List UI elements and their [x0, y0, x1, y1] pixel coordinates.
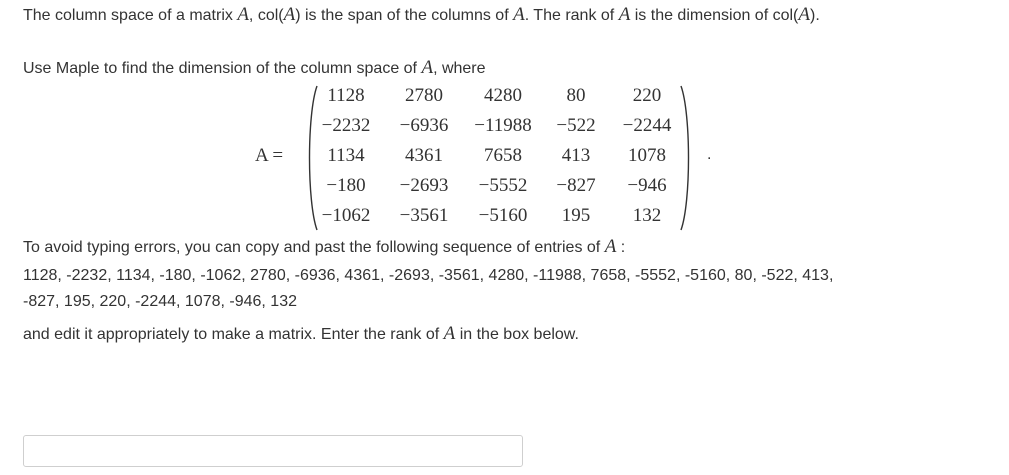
matrix-cell-r5-c1: −1062 [321, 205, 371, 226]
matrix-cell-r5-c4: 195 [561, 205, 591, 226]
math-var-a: A [421, 57, 434, 78]
edit-instructions [23, 323, 579, 345]
task-part-1: Use Maple to find the dimension of the column space of [23, 60, 422, 77]
matrix-cell-r5-c2: −3561 [399, 205, 449, 226]
intro-part-4: . The rank of [524, 7, 619, 24]
matrix-cell-r3-c5: 1078 [628, 145, 666, 166]
intro-part-6: ). [809, 7, 820, 24]
matrix-cell-r1-c2: 2780 [405, 85, 443, 106]
matrix-cell-r1-c1: 1128 [327, 85, 365, 106]
copy-part-2: : [616, 239, 626, 256]
matrix-cell-r3-c2: 4361 [405, 145, 443, 166]
rank-answer-input[interactable] [23, 435, 523, 467]
task-part-2: , where [433, 60, 486, 77]
copy-instructions [23, 236, 625, 258]
matrix-cell-r4-c4: −827 [556, 175, 596, 196]
matrix-cell-r3-c1: 1134 [327, 145, 365, 166]
math-var-a: A [513, 4, 525, 25]
intro-part-5: is the dimension of col( [630, 7, 799, 24]
matrix-cell-r1-c3: 4280 [484, 85, 522, 106]
entry-sequence-line-1: 1128, -2232, 1134, -180, -1062, 2780, -6936, 4361, -2693, -3561, 4280, -11988, 7658, -5552, -5160, 80, -522, 413, [23, 267, 834, 284]
math-var-a: A [443, 323, 456, 344]
entry-sequence-line-2: -827, 195, 220, -2244, 1078, -946, 132 [23, 293, 297, 310]
edit-part-2: in the box below. [455, 326, 579, 343]
matrix-cell-r2-c3: −11988 [474, 115, 532, 136]
task-text [23, 57, 486, 79]
matrix-cell-r4-c5: −946 [627, 175, 667, 196]
matrix-cell-r2-c4: −522 [556, 115, 596, 136]
edit-part-1: and edit it appropriately to make a matrix. Enter the rank of [23, 326, 444, 343]
intro-part-2: , col( [248, 7, 284, 24]
matrix-cell-r5-c3: −5160 [478, 205, 528, 226]
matrix-cell-r2-c1: −2232 [321, 115, 371, 136]
matrix-cell-r2-c2: −6936 [399, 115, 449, 136]
intro-part-1: The column space of a matrix [23, 7, 238, 24]
math-var-a: A [283, 4, 296, 25]
matrix-cell-r5-c5: 132 [632, 205, 662, 226]
matrix-lhs-label: A = [255, 145, 284, 166]
matrix-cell-r2-c5: −2244 [622, 115, 672, 136]
intro-part-3: ) is the span of the columns of [295, 7, 514, 24]
matrix-cell-r4-c1: −180 [326, 175, 366, 196]
matrix-cell-r4-c2: −2693 [399, 175, 449, 196]
math-var-a: A [798, 4, 810, 25]
matrix-cell-r3-c4: 413 [561, 145, 591, 166]
math-var-a: A [604, 236, 617, 257]
matrix-cell-r3-c3: 7658 [484, 145, 522, 166]
math-var-a: A [618, 4, 631, 25]
copy-part-1: To avoid typing errors, you can copy and past the following sequence of entries of [23, 239, 605, 256]
math-var-a: A [237, 4, 249, 25]
matrix-a [305, 84, 700, 232]
matrix-period: . [707, 146, 712, 163]
intro-text [23, 4, 820, 26]
matrix-cell-r4-c3: −5552 [478, 175, 528, 196]
matrix-cell-r1-c5: 220 [632, 85, 662, 106]
matrix-cell-r1-c4: 80 [566, 85, 586, 106]
